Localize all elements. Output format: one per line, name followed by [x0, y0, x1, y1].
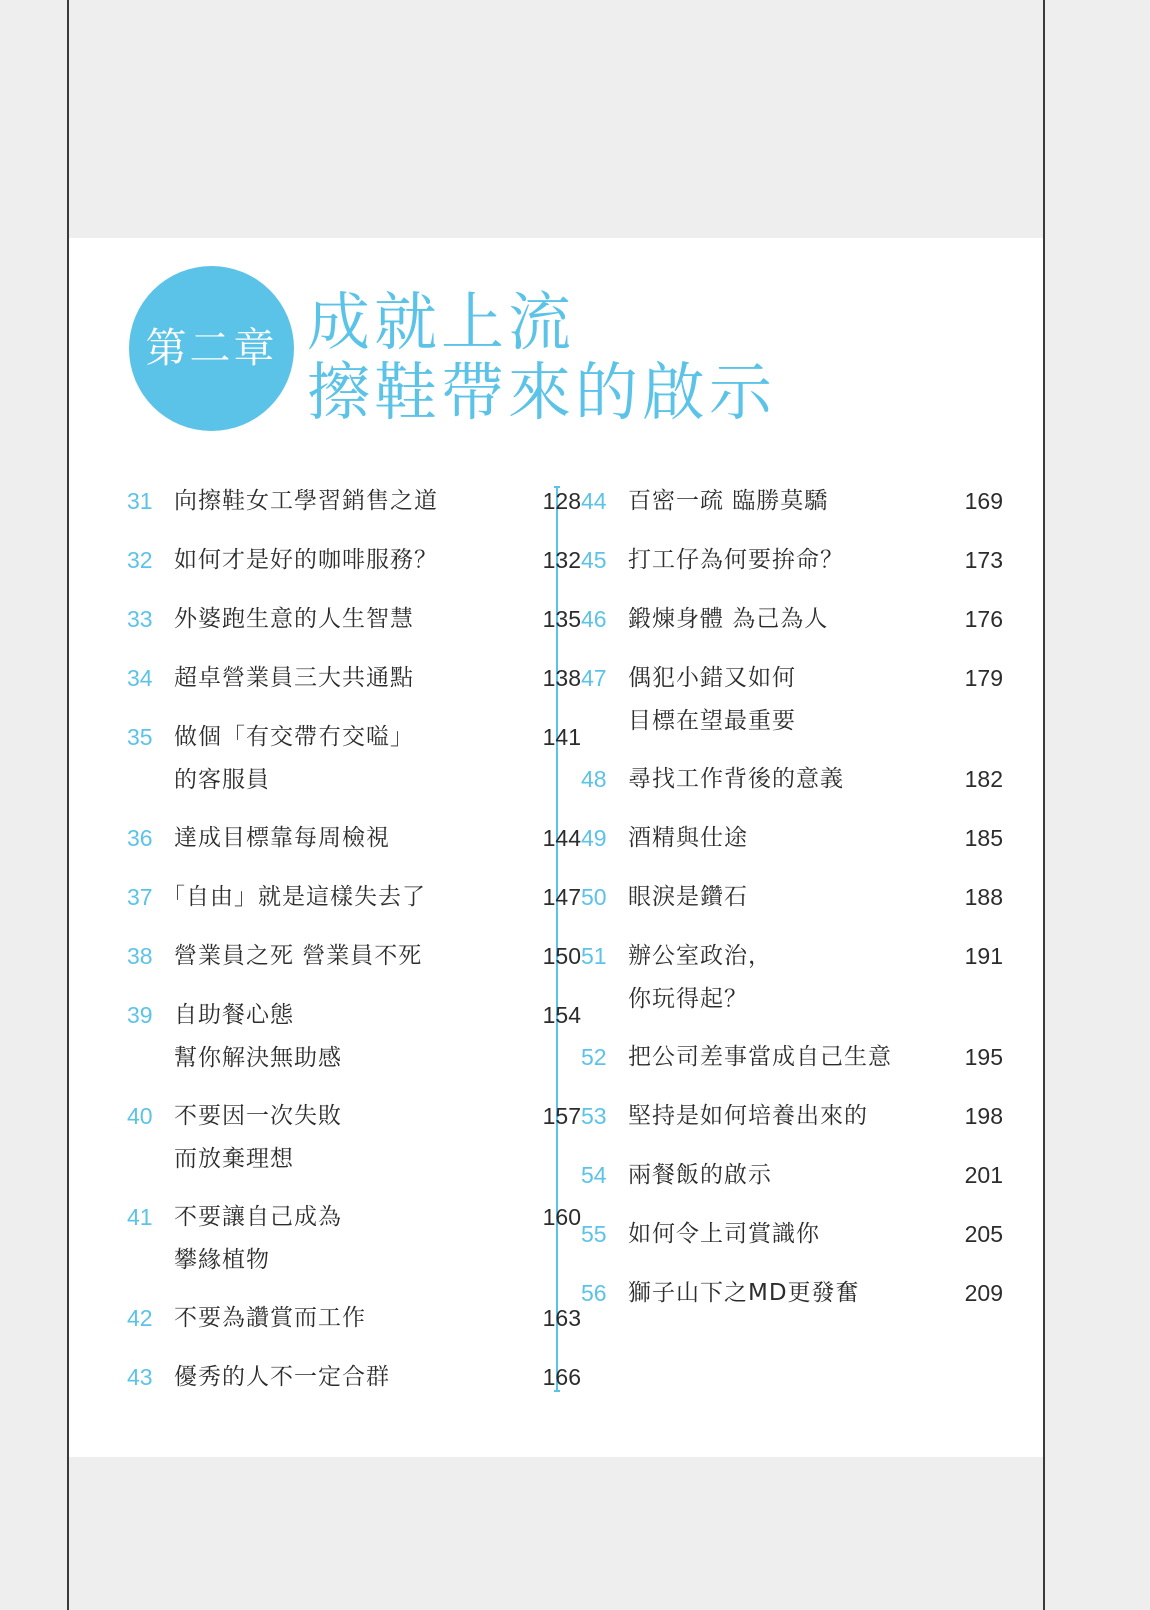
chapter-title-line-2: 擦鞋帶來的啟示 — [307, 356, 776, 429]
toc-entry-title: 百密一疏 臨勝莫驕 — [628, 488, 829, 514]
toc-entry[interactable] — [127, 935, 581, 995]
toc-entry-page: 157 — [542, 1103, 581, 1129]
toc-entry-title: 把公司差事當成自己生意 — [628, 1044, 892, 1070]
toc-entry-title: 不要因一次失敗 — [174, 1103, 342, 1129]
toc-entry-page: 188 — [964, 884, 1003, 910]
toc-entry[interactable] — [581, 539, 1021, 599]
toc-entry[interactable] — [581, 817, 1021, 877]
toc-entry[interactable] — [127, 1095, 581, 1172]
toc-entry-page: 150 — [542, 943, 581, 969]
toc-entry-page: 160 — [542, 1204, 581, 1230]
toc-entry-title: 的客服員 — [174, 767, 270, 793]
toc-entry-title: 堅持是如何培養出來的 — [628, 1103, 868, 1129]
toc-entry-number: 52 — [581, 1044, 607, 1070]
toc-entry[interactable] — [581, 876, 1021, 936]
toc-entry-page: 201 — [964, 1162, 1003, 1188]
toc-entry-page: 144 — [542, 825, 581, 851]
toc-entry-number: 46 — [581, 606, 607, 632]
toc-entry-title: 你玩得起？ — [628, 986, 748, 1012]
toc-entry-number: 48 — [581, 766, 607, 792]
toc-entry-page: 191 — [964, 943, 1003, 969]
toc-entry[interactable] — [581, 1036, 1021, 1096]
toc-entry[interactable] — [581, 1272, 1021, 1332]
toc-entry[interactable] — [127, 1196, 581, 1273]
toc-entry-number: 42 — [127, 1305, 153, 1331]
toc-entry-title: 做個「有交帶冇交嗌」 — [174, 724, 414, 750]
toc-entry-page: 209 — [964, 1280, 1003, 1306]
toc-entry-page: 198 — [964, 1103, 1003, 1129]
toc-entry-number: 53 — [581, 1103, 607, 1129]
toc-entry-title: 如何令上司賞識你 — [628, 1221, 820, 1247]
toc-entry-page: 163 — [542, 1305, 581, 1331]
toc-entry-title: 幫你解決無助感 — [174, 1045, 342, 1071]
toc-page — [69, 238, 1043, 1457]
toc-entry-number: 39 — [127, 1002, 153, 1028]
toc-entry-page: 205 — [964, 1221, 1003, 1247]
toc-entry[interactable] — [581, 1154, 1021, 1214]
toc-entry[interactable] — [127, 994, 581, 1071]
toc-entry-number: 38 — [127, 943, 153, 969]
toc-entry-page: 138 — [542, 665, 581, 691]
toc-entry-title: 鍛煉身體 為己為人 — [628, 606, 829, 632]
toc-entry-title: 優秀的人不一定合群 — [174, 1364, 390, 1390]
toc-entry[interactable] — [581, 758, 1021, 818]
toc-entry-number: 33 — [127, 606, 153, 632]
toc-entry-page: 195 — [964, 1044, 1003, 1070]
toc-entry-title: 辦公室政治， — [628, 943, 772, 969]
toc-entry-title: 酒精與仕途 — [628, 825, 748, 851]
toc-entry-number: 55 — [581, 1221, 607, 1247]
toc-entry[interactable] — [581, 480, 1021, 540]
toc-entry[interactable] — [581, 1095, 1021, 1155]
toc-entry-page: 147 — [542, 884, 581, 910]
toc-entry-title: 超卓營業員三大共通點 — [174, 665, 414, 691]
toc-entry-title: 而放棄理想 — [174, 1146, 294, 1172]
toc-entry-number: 34 — [127, 665, 153, 691]
chapter-badge — [129, 266, 294, 431]
toc-entry-number: 37 — [127, 884, 153, 910]
toc-entry-number: 41 — [127, 1204, 153, 1230]
toc-entry[interactable] — [127, 657, 581, 717]
toc-entry-title: 不要為讚賞而工作 — [174, 1305, 366, 1331]
toc-entry-number: 44 — [581, 488, 607, 514]
chapter-title — [307, 288, 776, 428]
toc-entry-page: 166 — [542, 1364, 581, 1390]
toc-entry-title: 不要讓自己成為 — [174, 1204, 342, 1230]
toc-entry-number: 49 — [581, 825, 607, 851]
toc-entry-title: 自助餐心態 — [174, 1002, 294, 1028]
toc-entry[interactable] — [127, 480, 581, 540]
toc-entry-page: 185 — [964, 825, 1003, 851]
toc-entry[interactable] — [127, 539, 581, 599]
toc-entry-number: 51 — [581, 943, 607, 969]
toc-entry-number: 40 — [127, 1103, 153, 1129]
toc-entry-title: 尋找工作背後的意義 — [628, 766, 844, 792]
toc-entry-title: 獅子山下之MD更發奮 — [628, 1280, 860, 1306]
toc-entry[interactable] — [581, 598, 1021, 658]
toc-entry-page: 154 — [542, 1002, 581, 1028]
toc-entry[interactable] — [127, 876, 581, 936]
toc-entry[interactable] — [127, 1297, 581, 1357]
toc-entry[interactable] — [581, 657, 1021, 734]
toc-entry-number: 50 — [581, 884, 607, 910]
toc-entry-page: 169 — [964, 488, 1003, 514]
toc-entry-number: 54 — [581, 1162, 607, 1188]
toc-entry[interactable] — [127, 598, 581, 658]
toc-entry-page: 135 — [542, 606, 581, 632]
toc-entry-title: 「自由」就是這樣失去了 — [162, 884, 426, 910]
toc-entry-page: 128 — [542, 488, 581, 514]
toc-entry-title: 打工仔為何要拚命？ — [628, 547, 844, 573]
toc-entry[interactable] — [127, 1356, 581, 1416]
toc-entry[interactable] — [581, 1213, 1021, 1273]
toc-entry-number: 36 — [127, 825, 153, 851]
toc-entry-title: 營業員之死 營業員不死 — [174, 943, 423, 969]
chapter-title-line-1: 成就上流 — [307, 286, 575, 359]
toc-entry[interactable] — [581, 935, 1021, 1012]
toc-entry-number: 31 — [127, 488, 153, 514]
toc-entry[interactable] — [127, 817, 581, 877]
toc-entry-title: 外婆跑生意的人生智慧 — [174, 606, 414, 632]
toc-entry-page: 141 — [542, 724, 581, 750]
page-edge-right — [1043, 0, 1045, 1610]
toc-entry-number: 56 — [581, 1280, 607, 1306]
toc-entry-title: 如何才是好的咖啡服務？ — [174, 547, 438, 573]
toc-entry-number: 47 — [581, 665, 607, 691]
chapter-badge-label: 第二章 — [145, 324, 278, 372]
toc-entry-title: 目標在望最重要 — [628, 708, 796, 734]
toc-entry-page: 182 — [964, 766, 1003, 792]
toc-entry-title: 向擦鞋女工學習銷售之道 — [174, 488, 438, 514]
toc-entry-number: 43 — [127, 1364, 153, 1390]
toc-entry-page: 179 — [964, 665, 1003, 691]
toc-entry-title: 達成目標靠每周檢視 — [174, 825, 390, 851]
toc-entry-page: 173 — [964, 547, 1003, 573]
toc-entry-page: 132 — [542, 547, 581, 573]
toc-entry-title: 眼淚是鑽石 — [628, 884, 748, 910]
toc-entry-number: 32 — [127, 547, 153, 573]
toc-entry-number: 35 — [127, 724, 153, 750]
toc-entry-page: 176 — [964, 606, 1003, 632]
toc-entry-title: 攀緣植物 — [174, 1247, 270, 1273]
toc-entry-number: 45 — [581, 547, 607, 573]
toc-entry-title: 兩餐飯的啟示 — [628, 1162, 772, 1188]
toc-entry[interactable] — [127, 716, 581, 793]
toc-entry-title: 偶犯小錯又如何 — [628, 665, 796, 691]
